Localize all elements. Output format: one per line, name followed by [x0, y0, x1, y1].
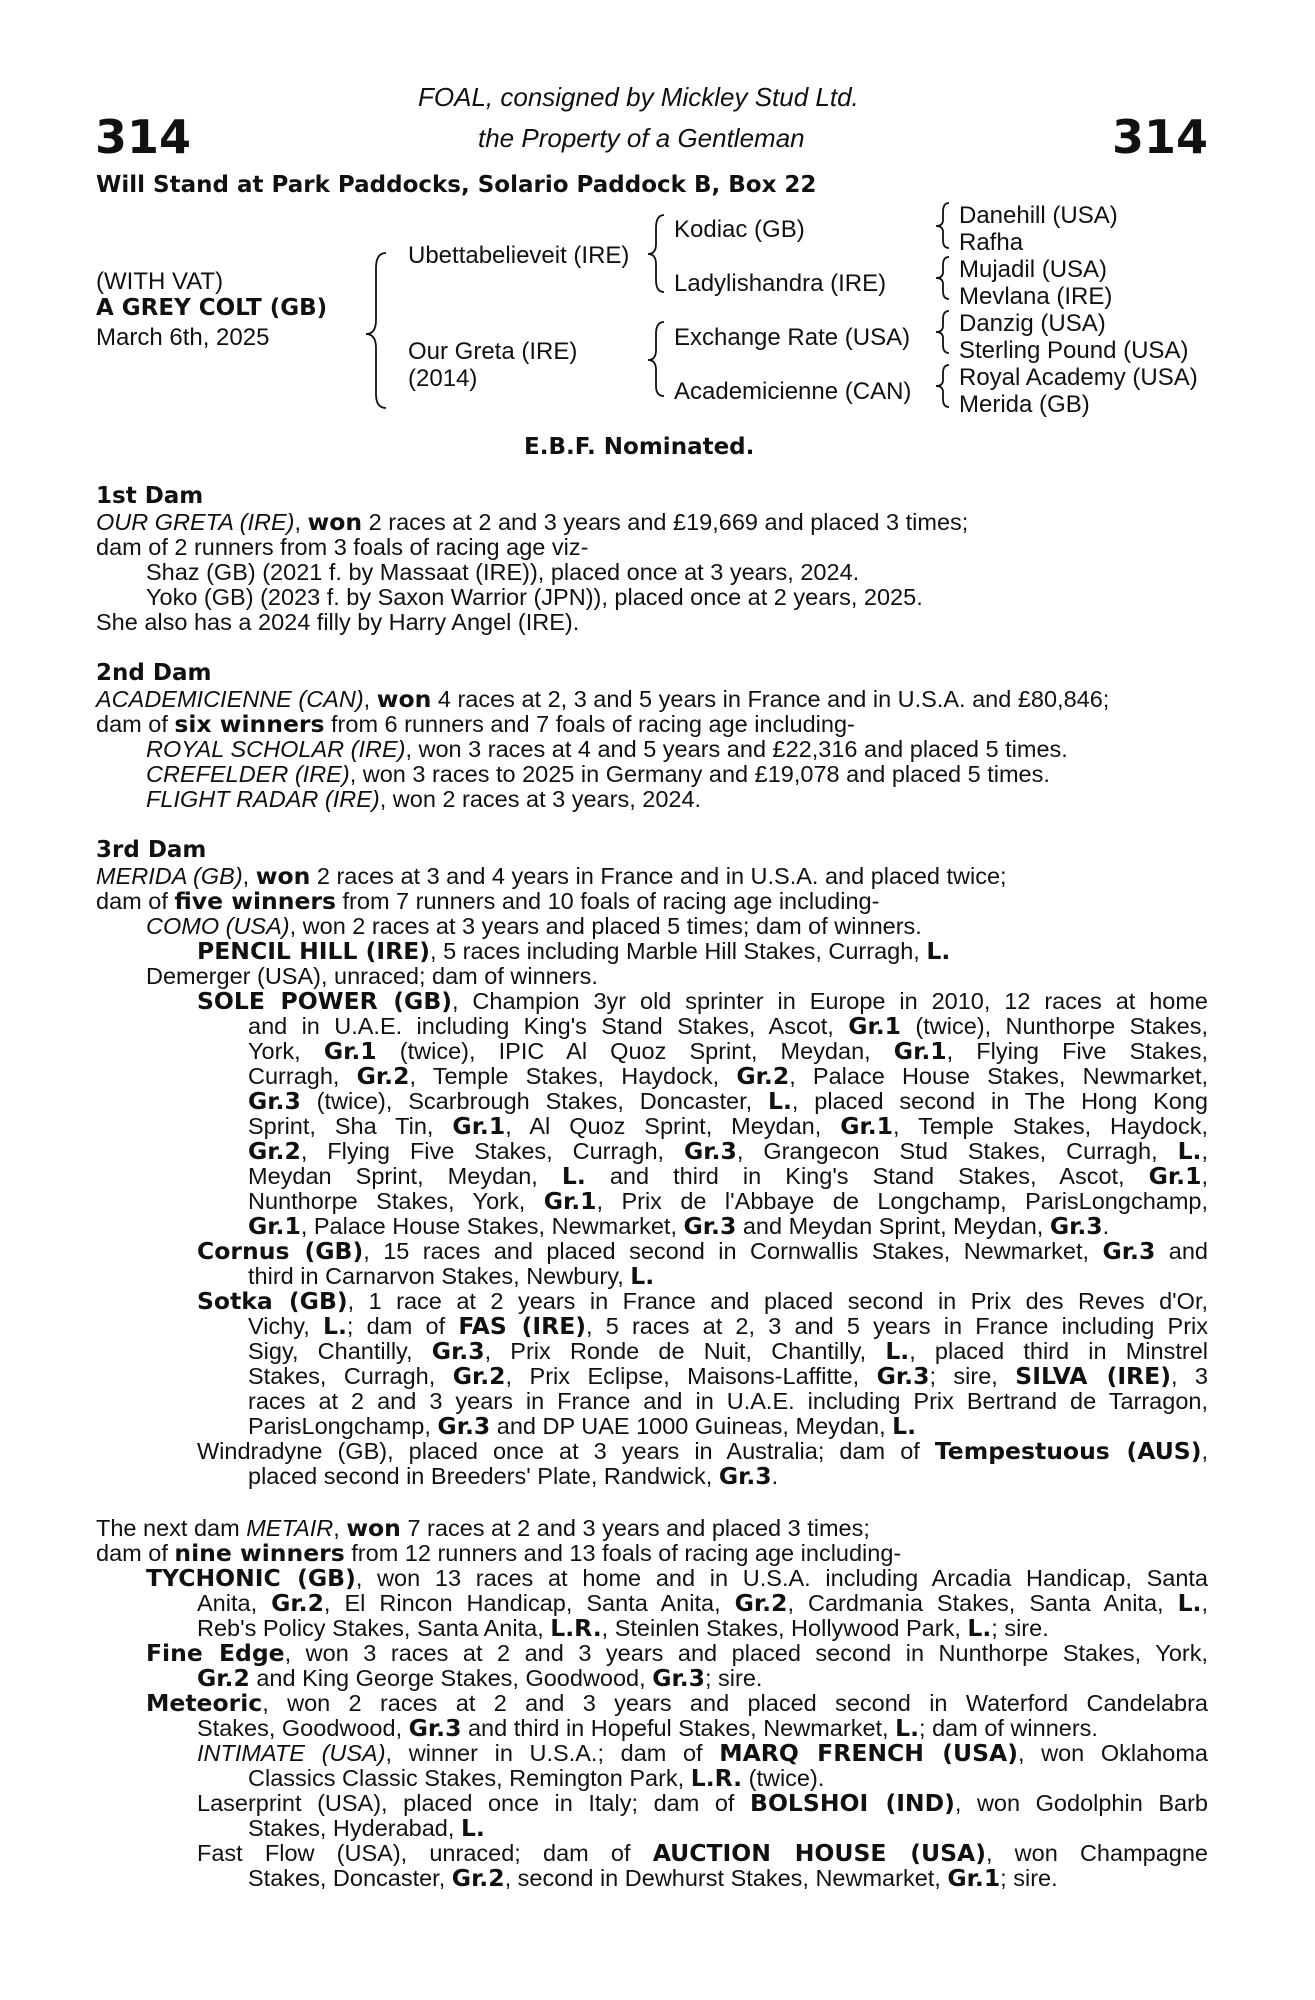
foaling-date: March 6th, 2025: [96, 324, 270, 351]
sole-power-line-1: SOLE POWER (GB), Champion 3yr old sprinter in Europe in 2010, 12 races at home: [197, 987, 1208, 1015]
fine-edge-line-1: Fine Edge, won 3 races at 2 and 3 years and placed second in Nunthorpe Stakes, York,: [146, 1639, 1208, 1667]
dam-sire: Exchange Rate (USA): [674, 324, 911, 351]
first-dam-line1: OUR GRETA (IRE), won 2 races at 2 and 3 years and £19,669 and placed 3 times;: [96, 508, 969, 536]
cornus-line-2: third in Carnarvon Stakes, Newbury, L.: [248, 1262, 655, 1290]
second-dam-line3: ROYAL SCHOLAR (IRE), won 3 races at 4 and 5 years and £22,316 and placed 5 times.: [146, 736, 1068, 762]
sire-dam: Ladylishandra (IRE): [674, 270, 887, 297]
meteoric-line-1: Meteoric, won 2 races at 2 and 3 years and placed second in Waterford Candelabra: [146, 1689, 1208, 1717]
meteoric-line-2: Stakes, Goodwood, Gr.3 and third in Hopeful Stakes, Newmarket, L.; dam of winners.: [197, 1714, 1098, 1742]
gen3-6: Sterling Pound (USA): [959, 337, 1189, 364]
sotka-line-3: Sigy, Chantilly, Gr.3, Prix Ronde de Nuit, Chantilly, L., placed third in Minstrel: [248, 1337, 1208, 1365]
sotka-line-2: Vichy, L.; dam of FAS (IRE), 5 races at 2, 3 and 5 years in France including Prix: [248, 1312, 1208, 1340]
first-dam-heading: 1st Dam: [96, 483, 204, 509]
sole-power-line-8: Meydan Sprint, Meydan, L. and third in King's Stand Stakes, Ascot, Gr.1,: [248, 1162, 1208, 1190]
fast-flow-line-1: Fast Flow (USA), unraced; dam of AUCTION HOUSE (USA), won Champagne: [197, 1839, 1208, 1867]
fine-edge-line-2: Gr.2 and King George Stakes, Goodwood, Gr.3; sire.: [197, 1664, 763, 1692]
consignor-line: FOAL, consigned by Mickley Stud Ltd.: [418, 82, 859, 112]
sotka-line-6: ParisLongchamp, Gr.3 and DP UAE 1000 Guineas, Meydan, L.: [248, 1412, 917, 1440]
sotka-line-1: Sotka (GB), 1 race at 2 years in France and placed second in Prix des Reves d'Or,: [197, 1287, 1209, 1315]
sole-power-line-4: Curragh, Gr.2, Temple Stakes, Haydock, Gr.2, Palace House Stakes, Newmarket,: [248, 1062, 1208, 1090]
second-dam-heading: 2nd Dam: [96, 660, 212, 686]
third-dam-line5: Demerger (USA), unraced; dam of winners.: [146, 963, 598, 989]
third-dam-line2: dam of five winners from 7 runners and 10 foals of racing age including-: [96, 887, 880, 915]
lot-number-left: 314: [95, 110, 192, 164]
windradyne-line-2: placed second in Breeders' Plate, Randwick, Gr.3.: [248, 1462, 779, 1490]
first-dam-line5: She also has a 2024 filly by Harry Angel (IRE).: [96, 609, 580, 635]
fast-flow-line-2: Stakes, Doncaster, Gr.2, second in Dewhurst Stakes, Newmarket, Gr.1; sire.: [248, 1864, 1058, 1892]
third-dam-line1: MERIDA (GB), won 2 races at 3 and 4 years in France and in U.S.A. and placed twice;: [96, 862, 1007, 890]
gen3-5: Danzig (USA): [959, 310, 1106, 337]
windradyne-line-1: Windradyne (GB), placed once at 3 years in Australia; dam of Tempestuous (AUS),: [197, 1437, 1208, 1465]
second-dam-line1: ACADEMICIENNE (CAN), won 4 races at 2, 3 and 5 years in France and in U.S.A. and £80,846;: [96, 685, 1110, 713]
vat-note: (WITH VAT): [96, 268, 224, 295]
gen3-7: Royal Academy (USA): [959, 364, 1198, 391]
tychonic-line-3: Reb's Policy Stakes, Santa Anita, L.R., Steinlen Stakes, Hollywood Park, L.; sire.: [197, 1614, 1049, 1642]
sole-power-line-2: and in U.A.E. including King's Stand Stakes, Ascot, Gr.1 (twice), Nunthorpe Stakes,: [248, 1012, 1208, 1040]
sire-name: Ubettabelieveit (IRE): [408, 242, 630, 269]
intimate-line-1: INTIMATE (USA), winner in U.S.A.; dam of MARQ FRENCH (USA), won Oklahoma: [197, 1739, 1208, 1767]
gen3-8: Merida (GB): [959, 391, 1090, 418]
ebf-nomination: E.B.F. Nominated.: [524, 434, 755, 460]
second-dam-line2: dam of six winners from 6 runners and 7 foals of racing age including-: [96, 710, 855, 738]
gen3-2: Rafha: [959, 229, 1024, 256]
next-dam-line1: The next dam METAIR, won 7 races at 2 and 3 years and placed 3 times;: [96, 1514, 870, 1542]
sire-sire: Kodiac (GB): [674, 216, 805, 243]
first-dam-line2: dam of 2 runners from 3 foals of racing age viz-: [96, 534, 589, 560]
cornus-line-1: Cornus (GB), 15 races and placed second in Cornwallis Stakes, Newmarket, Gr.3 and: [197, 1237, 1208, 1265]
dam-year: (2014): [408, 365, 478, 392]
sole-power-line-9: Nunthorpe Stakes, York, Gr.1, Prix de l'Abbaye de Longchamp, ParisLongchamp,: [248, 1187, 1209, 1215]
next-dam-line2: dam of nine winners from 12 runners and 13 foals of racing age including-: [96, 1539, 902, 1567]
laserprint-line-1: Laserprint (USA), placed once in Italy; dam of BOLSHOI (IND), won Godolphin Barb: [197, 1789, 1209, 1817]
dam-name: Our Greta (IRE): [408, 338, 578, 365]
stand-location: Will Stand at Park Paddocks, Solario Paddock B, Box 22: [96, 172, 817, 198]
sotka-line-4: Stakes, Curragh, Gr.2, Prix Eclipse, Maisons-Laffitte, Gr.3; sire, SILVA (IRE), 3: [248, 1362, 1209, 1390]
third-dam-heading: 3rd Dam: [96, 837, 207, 863]
third-dam-line3: COMO (USA), won 2 races at 3 years and placed 5 times; dam of winners.: [146, 913, 922, 939]
second-dam-line4: CREFELDER (IRE), won 3 races to 2025 in Germany and £19,078 and placed 5 times.: [146, 761, 1050, 787]
gen3-4: Mevlana (IRE): [959, 283, 1113, 310]
third-dam-line4: PENCIL HILL (IRE), 5 races including Marble Hill Stakes, Curragh, L.: [197, 937, 951, 965]
gen3-3: Mujadil (USA): [959, 256, 1108, 283]
second-dam-line5: FLIGHT RADAR (IRE), won 2 races at 3 years, 2024.: [146, 786, 702, 812]
sole-power-line-10: Gr.1, Palace House Stakes, Newmarket, Gr.3 and Meydan Sprint, Meydan, Gr.3.: [248, 1212, 1110, 1240]
first-dam-line4: Yoko (GB) (2023 f. by Saxon Warrior (JPN)), placed once at 2 years, 2025.: [146, 584, 923, 610]
horse-name: A GREY COLT (GB): [96, 295, 328, 321]
gen3-1: Danehill (USA): [959, 202, 1118, 229]
intimate-line-2: Classics Classic Stakes, Remington Park, L.R. (twice).: [248, 1764, 825, 1792]
first-dam-line3: Shaz (GB) (2021 f. by Massaat (IRE)), placed once at 3 years, 2024.: [146, 559, 860, 585]
sole-power-line-6: Sprint, Sha Tin, Gr.1, Al Quoz Sprint, Meydan, Gr.1, Temple Stakes, Haydock,: [248, 1112, 1209, 1140]
sole-power-line-7: Gr.2, Flying Five Stakes, Curragh, Gr.3, Grangecon Stud Stakes, Curragh, L.,: [248, 1137, 1208, 1165]
sole-power-line-5: Gr.3 (twice), Scarbrough Stakes, Doncaster, L., placed second in The Hong Kong: [248, 1087, 1208, 1115]
laserprint-line-2: Stakes, Hyderabad, L.: [248, 1814, 485, 1842]
dam-dam: Academicienne (CAN): [674, 378, 912, 405]
property-line: the Property of a Gentleman: [478, 123, 805, 153]
tychonic-line-1: TYCHONIC (GB), won 13 races at home and in U.S.A. including Arcadia Handicap, Santa: [146, 1564, 1208, 1592]
sotka-line-5: races at 2 and 3 years in France and in U.A.E. including Prix Bertrand de Tarragon,: [248, 1388, 1208, 1414]
lot-number-right: 314: [1112, 110, 1209, 164]
sole-power-line-3: York, Gr.1 (twice), IPIC Al Quoz Sprint, Meydan, Gr.1, Flying Five Stakes,: [248, 1037, 1208, 1065]
tychonic-line-2: Anita, Gr.2, El Rincon Handicap, Santa Anita, Gr.2, Cardmania Stakes, Santa Anita, L.,: [197, 1589, 1208, 1617]
